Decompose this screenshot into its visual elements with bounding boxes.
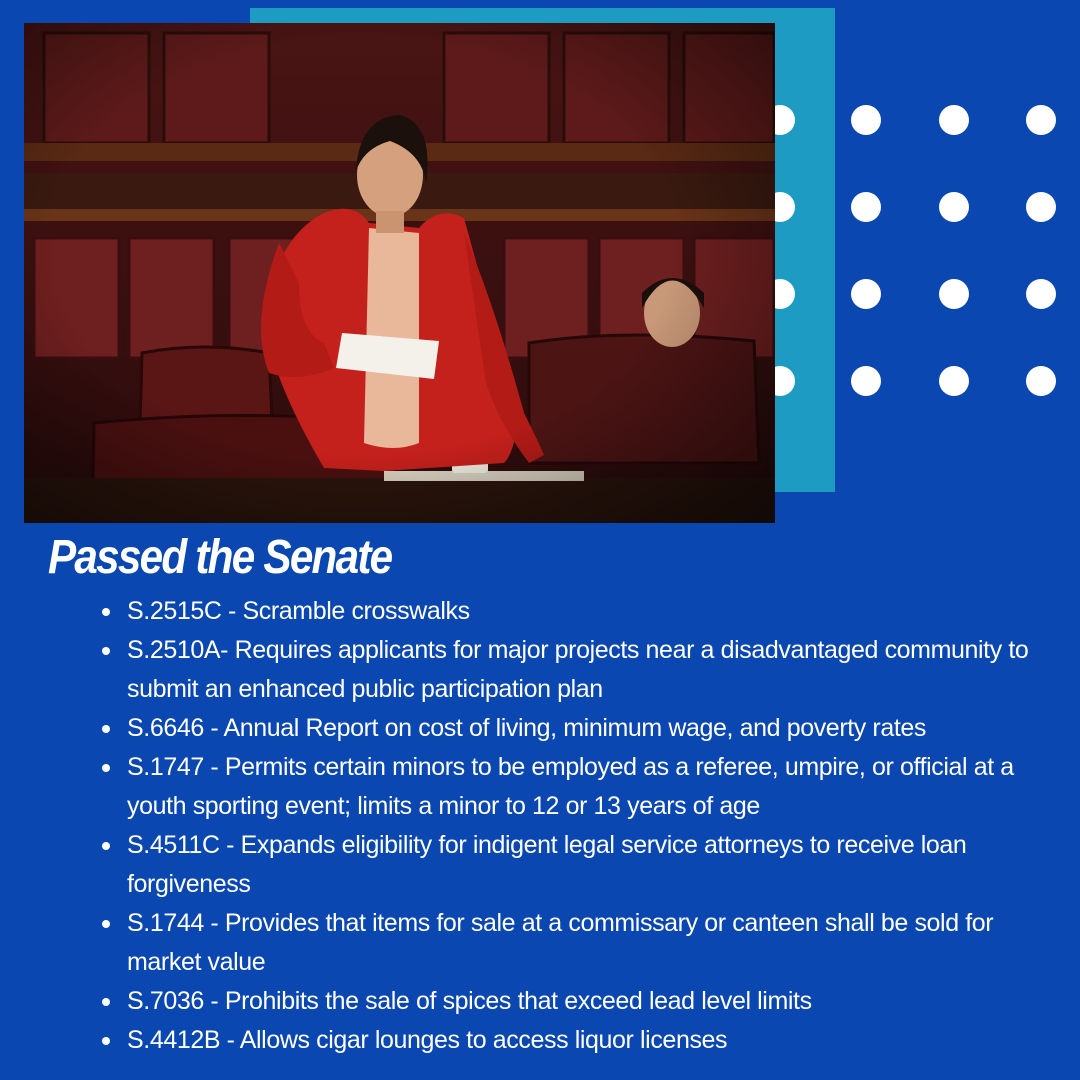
list-item: S.4511C - Expands eligibility for indigent legal service attorneys to receive loan forgiveness [98, 826, 1058, 904]
page-title: Passed the Senate [48, 531, 392, 584]
decorative-dot [939, 366, 969, 396]
list-item: S.7036 - Prohibits the sale of spices that exceed lead level limits [98, 982, 1058, 1021]
decorative-dot [1026, 105, 1056, 135]
senator-speaking-photo [24, 23, 775, 523]
decorative-dot [851, 192, 881, 222]
bill-list [98, 592, 1058, 1060]
list-item: S.1744 - Provides that items for sale at a commissary or canteen shall be sold for market value [98, 904, 1058, 982]
list-item: S.1747 - Permits certain minors to be employed as a referee, umpire, or official at a youth sporting event; limits a minor to 12 or 13 years of age [98, 748, 1058, 826]
decorative-dot [939, 192, 969, 222]
decorative-dot [851, 366, 881, 396]
decorative-dot [851, 279, 881, 309]
list-item: S.4412B - Allows cigar lounges to access liquor licenses [98, 1021, 1058, 1060]
decorative-dot [1026, 366, 1056, 396]
decorative-dot [939, 279, 969, 309]
list-item: S.2510A- Requires applicants for major projects near a disadvantaged community to submit an enhanced public participation plan [98, 631, 1058, 709]
list-item: S.2515C - Scramble crosswalks [98, 592, 1058, 631]
decorative-dot [1026, 279, 1056, 309]
list-item: S.6646 - Annual Report on cost of living, minimum wage, and poverty rates [98, 709, 1058, 748]
decorative-dot [1026, 192, 1056, 222]
decorative-dot [851, 105, 881, 135]
decorative-dot [939, 105, 969, 135]
